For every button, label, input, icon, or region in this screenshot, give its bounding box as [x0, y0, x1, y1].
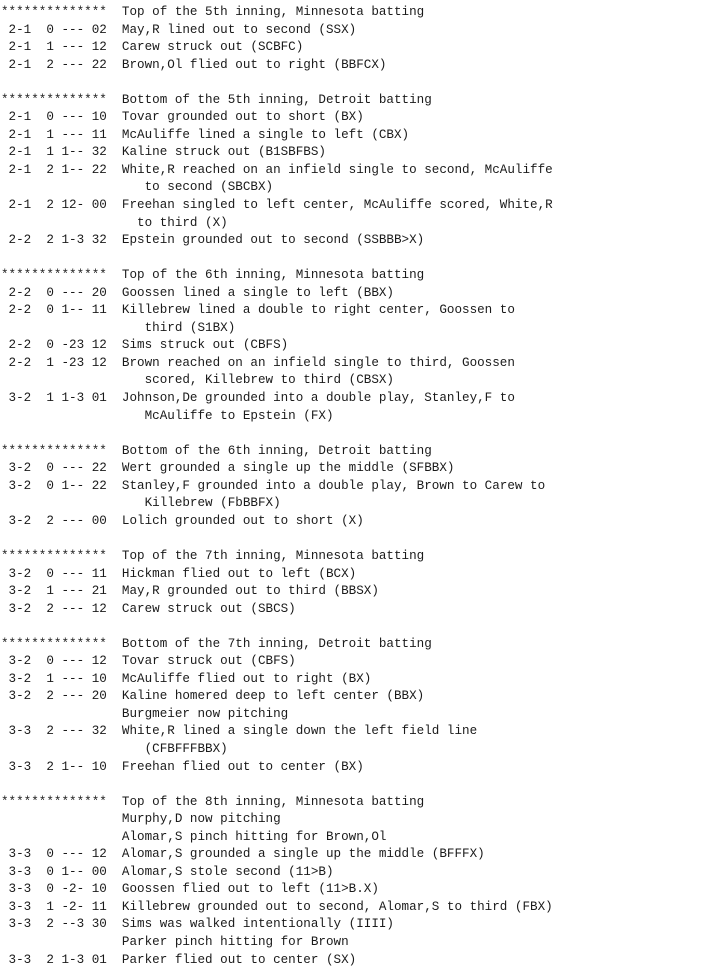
- play-line: 3-3 2 1-- 10 Freehan flied out to center (BX): [1, 759, 364, 774]
- play-continuation-line: Killebrew (FbBBFX): [1, 496, 281, 511]
- section-spacer: [1, 776, 719, 794]
- play-line: 2-1 1 --- 11 McAuliffe lined a single to left (CBX): [1, 127, 410, 142]
- play-line: 3-3 2 --- 32 White,R lined a single down the left field line: [1, 724, 478, 739]
- play-line: 3-2 0 1-- 22 Stanley,F grounded into a double play, Brown to Carew to: [1, 478, 546, 493]
- section-spacer: [1, 250, 719, 268]
- inning-header: ************** Bottom of the 5th inning, Detroit batting: [1, 92, 432, 107]
- play-line: 2-2 2 1-3 32 Epstein grounded out to second (SSBBB>X): [1, 233, 425, 248]
- play-line: 3-2 0 --- 12 Tovar struck out (CBFS): [1, 654, 296, 669]
- play-continuation-line: (CFBFFFBBX): [1, 741, 228, 756]
- play-line: 3-3 2 --3 30 Sims was walked intentionally (IIII): [1, 917, 394, 932]
- play-line: 2-2 0 --- 20 Goossen lined a single to left (BBX): [1, 285, 394, 300]
- play-line: 2-1 0 --- 02 May,R lined out to second (SSX): [1, 22, 357, 37]
- play-line: 3-2 2 --- 12 Carew struck out (SBCS): [1, 601, 296, 616]
- section-spacer: [1, 618, 719, 636]
- play-line: 2-2 0 1-- 11 Killebrew lined a double to right center, Goossen to: [1, 303, 515, 318]
- inning-header: ************** Bottom of the 6th inning, Detroit batting: [1, 443, 432, 458]
- play-line: 3-3 0 -2- 10 Goossen flied out to left (11>B.X): [1, 882, 379, 897]
- play-line: 2-1 1 1-- 32 Kaline struck out (B1SBFBS): [1, 145, 326, 160]
- inning-header: ************** Top of the 6th inning, Minnesota batting: [1, 268, 425, 283]
- play-line: 3-2 2 --- 00 Lolich grounded out to short (X): [1, 513, 364, 528]
- play-line: 2-1 2 12- 00 Freehan singled to left center, McAuliffe scored, White,R: [1, 198, 553, 213]
- play-line: 2-1 0 --- 10 Tovar grounded out to short (BX): [1, 110, 364, 125]
- play-continuation-line: to second (SBCBX): [1, 180, 274, 195]
- play-continuation-line: third (S1BX): [1, 320, 236, 335]
- play-line: 2-2 0 -23 12 Sims struck out (CBFS): [1, 338, 289, 353]
- play-continuation-line: McAuliffe to Epstein (FX): [1, 408, 334, 423]
- play-line: Parker pinch hitting for Brown: [1, 934, 349, 949]
- play-line: Alomar,S pinch hitting for Brown,Ol: [1, 829, 387, 844]
- inning-header: ************** Top of the 5th inning, Minnesota batting: [1, 5, 425, 19]
- play-line: Murphy,D now pitching: [1, 812, 281, 827]
- play-line: 3-3 2 1-3 01 Parker flied out to center (SX): [1, 952, 357, 967]
- section-spacer: [1, 425, 719, 443]
- play-line: 3-3 0 --- 12 Alomar,S grounded a single up the middle (BFFFX): [1, 847, 485, 862]
- inning-header: ************** Top of the 7th inning, Minnesota batting: [1, 548, 425, 563]
- play-line: 3-2 0 --- 22 Wert grounded a single up the middle (SFBBX): [1, 461, 455, 476]
- play-line: 3-2 1 --- 10 McAuliffe flied out to right (BX): [1, 671, 372, 686]
- section-spacer: [1, 530, 719, 548]
- play-line: 3-2 2 --- 20 Kaline homered deep to left center (BBX): [1, 689, 425, 704]
- play-line: 3-3 0 1-- 00 Alomar,S stole second (11>B): [1, 864, 334, 879]
- play-line: 3-2 1 --- 21 May,R grounded out to third (BBSX): [1, 584, 379, 599]
- play-line: 2-1 2 --- 22 Brown,Ol flied out to right (BBFCX): [1, 57, 387, 72]
- play-line: 2-2 1 -23 12 Brown reached on an infield single to third, Goossen: [1, 355, 515, 370]
- inning-header: ************** Top of the 8th inning, Minnesota batting: [1, 794, 425, 809]
- play-line: 3-3 1 -2- 11 Killebrew grounded out to second, Alomar,S to third (FBX): [1, 899, 553, 914]
- play-continuation-line: to third (X): [1, 215, 228, 230]
- play-line: 2-1 1 --- 12 Carew struck out (SCBFC): [1, 40, 304, 55]
- play-line: 3-2 0 --- 11 Hickman flied out to left (BCX): [1, 566, 357, 581]
- section-spacer: [1, 74, 719, 92]
- play-line: Burgmeier now pitching: [1, 706, 289, 721]
- play-line: 3-2 1 1-3 01 Johnson,De grounded into a double play, Stanley,F to: [1, 391, 515, 406]
- play-line: 2-1 2 1-- 22 White,R reached on an infield single to second, McAuliffe: [1, 162, 553, 177]
- play-continuation-line: scored, Killebrew to third (CBSX): [1, 373, 394, 388]
- inning-header: ************** Bottom of the 7th inning, Detroit batting: [1, 636, 432, 651]
